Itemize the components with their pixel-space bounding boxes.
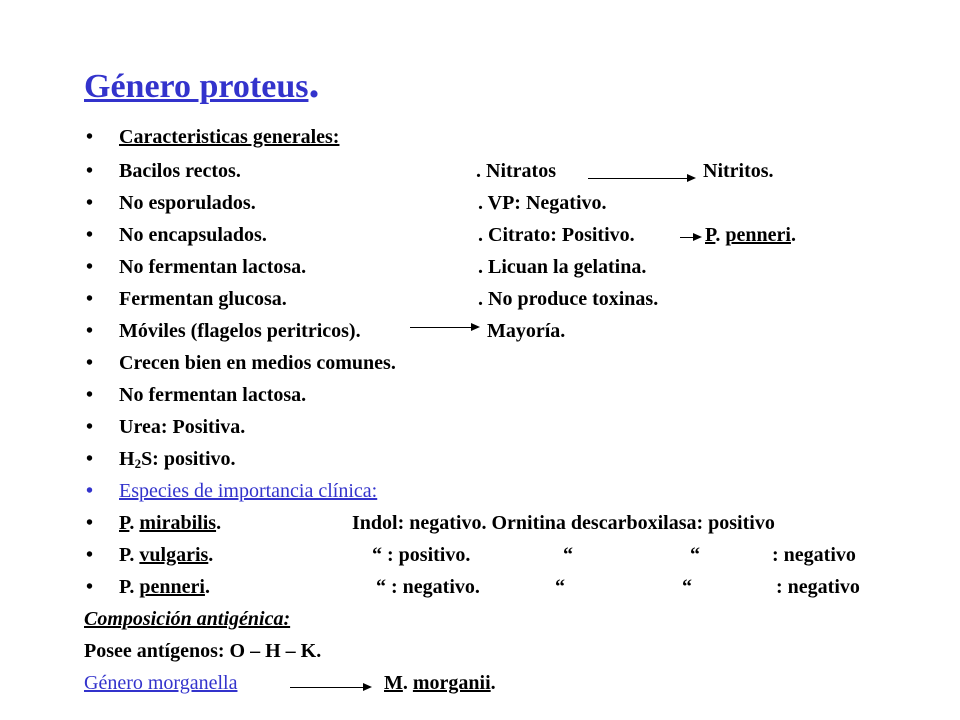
bullet: • bbox=[86, 126, 94, 148]
vulgaris-ditto-1: “ bbox=[563, 544, 573, 566]
list-item-vulgaris bbox=[0, 540, 960, 570]
glucosa-text: Fermentan glucosa. bbox=[119, 288, 287, 310]
arrow-right-icon bbox=[680, 237, 700, 238]
vp-text: . VP: Negativo. bbox=[478, 192, 607, 214]
p-mirabilis: P. mirabilis. bbox=[119, 512, 222, 534]
arrow-right-icon bbox=[588, 178, 694, 179]
encapsulados-text: No encapsulados. bbox=[119, 224, 267, 246]
lactosa-text: No fermentan lactosa. bbox=[119, 256, 307, 278]
antigenos-text: Posee antígenos: O – H – K. bbox=[84, 640, 322, 662]
especies-link[interactable]: Especies de importancia clínica: bbox=[119, 480, 378, 502]
penneri-indol: “ : negativo. bbox=[376, 576, 480, 598]
composicion-heading-row bbox=[0, 604, 960, 634]
list-item-glucosa bbox=[0, 284, 960, 314]
title-text: Género proteus bbox=[84, 68, 309, 105]
h2s-text: $H_2S$: positivo. bbox=[119, 448, 236, 471]
citrato-text: . Citrato: Positivo. bbox=[478, 224, 635, 246]
morganella-link[interactable]: Género morganella bbox=[84, 672, 238, 694]
p-penneri-ref: P. penneri. bbox=[705, 224, 796, 246]
list-item-moviles bbox=[0, 316, 960, 346]
moviles-text: Móviles (flagelos peritricos). bbox=[119, 320, 361, 342]
list-item-caracteristicas bbox=[0, 122, 960, 152]
list-item-encapsulados bbox=[0, 220, 960, 250]
bacilos-text: Bacilos rectos. bbox=[119, 160, 241, 182]
penneri-ditto-2: “ bbox=[682, 576, 692, 598]
bullet: • bbox=[86, 320, 94, 342]
gelatina-text: . Licuan la gelatina. bbox=[478, 256, 647, 278]
vulgaris-ornitina: : negativo bbox=[772, 544, 856, 566]
esporulados-text: No esporulados. bbox=[119, 192, 256, 214]
toxinas-text: . No produce toxinas. bbox=[478, 288, 659, 310]
slide-title: Género proteus. bbox=[84, 58, 320, 107]
composicion-heading: Composición antigénica: bbox=[84, 608, 291, 630]
urea-text: Urea: Positiva. bbox=[119, 416, 246, 438]
list-item-lactosa bbox=[0, 252, 960, 282]
bullet: • bbox=[86, 160, 94, 182]
crecen-text: Crecen bien en medios comunes. bbox=[119, 352, 396, 374]
bullet: • bbox=[86, 384, 94, 406]
list-item-mirabilis bbox=[0, 508, 960, 538]
arrow-right-icon bbox=[410, 327, 478, 328]
bullet: • bbox=[86, 352, 94, 374]
arrow-right-icon bbox=[290, 687, 370, 688]
vulgaris-ditto-2: “ bbox=[690, 544, 700, 566]
morganella-row bbox=[0, 668, 960, 698]
nitratos-text: . Nitratos bbox=[476, 160, 556, 182]
caracteristicas-heading: Caracteristicas generales: bbox=[119, 126, 340, 148]
mirabilis-results: Indol: negativo. Ornitina descarboxilasa: positivo bbox=[352, 512, 775, 534]
vulgaris-indol: “ : positivo. bbox=[372, 544, 471, 566]
list-item-especies bbox=[0, 476, 960, 506]
mayoria-text: Mayoría. bbox=[487, 320, 566, 342]
antigenos-row bbox=[0, 636, 960, 666]
list-item-lactosa-2 bbox=[0, 380, 960, 410]
nitritos-text: Nitritos. bbox=[703, 160, 774, 182]
bullet: • bbox=[86, 192, 94, 214]
bullet: • bbox=[86, 416, 94, 438]
bullet: • bbox=[86, 448, 94, 470]
penneri-ditto-1: “ bbox=[555, 576, 565, 598]
penneri-ornitina: : negativo bbox=[776, 576, 860, 598]
p-vulgaris: P. vulgaris. bbox=[119, 544, 214, 566]
p-penneri: P. penneri. bbox=[119, 576, 210, 598]
bullet: • bbox=[86, 544, 94, 566]
list-item-urea bbox=[0, 412, 960, 442]
bullet: • bbox=[86, 256, 94, 278]
lactosa-2-text: No fermentan lactosa. bbox=[119, 384, 307, 406]
bullet: • bbox=[86, 224, 94, 246]
bullet: • bbox=[86, 512, 94, 534]
bullet: • bbox=[86, 576, 94, 598]
list-item-esporulados bbox=[0, 188, 960, 218]
m-morganii: M. morganii. bbox=[384, 672, 496, 694]
list-item-bacilos bbox=[0, 156, 960, 186]
list-item-penneri bbox=[0, 572, 960, 602]
list-item-crecen bbox=[0, 348, 960, 378]
list-item-h2s bbox=[0, 444, 960, 474]
bullet: • bbox=[86, 288, 94, 310]
bullet: • bbox=[86, 480, 94, 502]
